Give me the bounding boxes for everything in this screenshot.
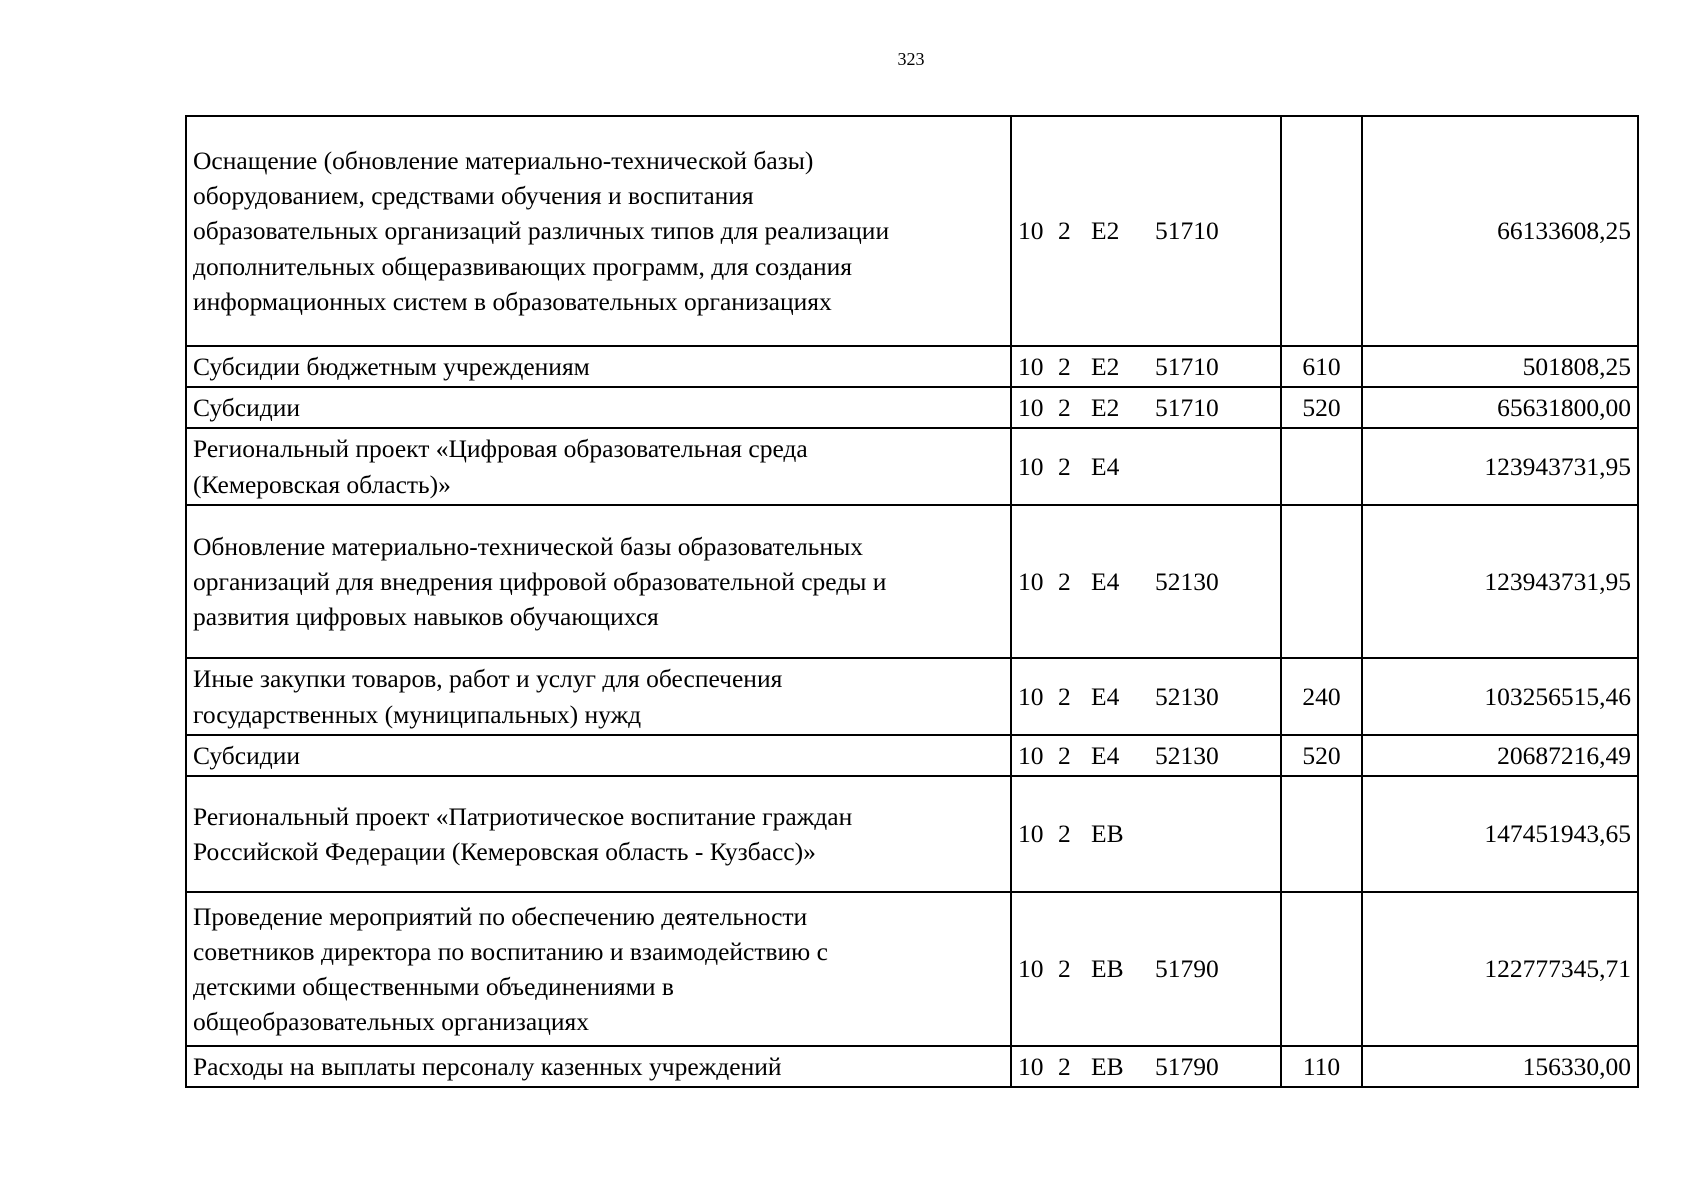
row-amount: 501808,25	[1362, 346, 1638, 387]
row-project: E4	[1091, 451, 1120, 481]
row-amount: 65631800,00	[1362, 387, 1638, 428]
row-amount: 147451943,65	[1362, 776, 1638, 892]
row-code-cell	[1011, 387, 1281, 428]
row-section: 10	[1018, 566, 1044, 596]
row-code-cell	[1011, 346, 1281, 387]
table-row	[186, 1046, 1638, 1087]
row-subsection: 2	[1058, 819, 1071, 849]
row-name-cell	[186, 116, 1011, 346]
row-code-cell	[1011, 735, 1281, 776]
row-name: Расходы на выплаты персоналу казенных учреждений	[193, 1051, 782, 1081]
row-section: 10	[1018, 216, 1044, 246]
row-item: 51790	[1155, 1051, 1219, 1081]
row-amount: 123943731,95	[1362, 505, 1638, 658]
row-amount: 122777345,71	[1362, 892, 1638, 1046]
row-name-cell	[186, 387, 1011, 428]
table-row	[186, 735, 1638, 776]
row-amount: 20687216,49	[1362, 735, 1638, 776]
row-project: EB	[1091, 819, 1124, 849]
row-code-cell	[1011, 1046, 1281, 1087]
row-expense-type: 520	[1281, 735, 1362, 776]
row-name-cell	[186, 892, 1011, 1046]
row-subsection: 2	[1058, 392, 1071, 422]
row-section: 10	[1018, 451, 1044, 481]
row-item: 52130	[1155, 566, 1219, 596]
row-subsection: 2	[1058, 566, 1071, 596]
row-code-cell	[1011, 776, 1281, 892]
row-amount: 156330,00	[1362, 1046, 1638, 1087]
row-project: E4	[1091, 740, 1120, 770]
row-name: Обновление материально-технической базы образовательных организаций для внедрения цифровой образовательной среды и развития цифровых навыков обучающихся	[193, 531, 887, 632]
row-code-cell	[1011, 116, 1281, 346]
row-code-cell	[1011, 892, 1281, 1046]
row-item: 52130	[1155, 740, 1219, 770]
row-amount: 103256515,46	[1362, 658, 1638, 735]
row-name: Проведение мероприятий по обеспечению деятельности советников директора по воспитанию и взаимодействию с детскими общественными объединениями в общеобразовательных организациях	[193, 901, 828, 1037]
row-name: Субсидии бюджетным учреждениям	[193, 351, 590, 381]
row-name: Региональный проект «Патриотическое воспитание граждан Российской Федерации (Кемеровская область - Кузбасс)»	[193, 801, 853, 866]
row-subsection: 2	[1058, 740, 1071, 770]
row-project: E2	[1091, 216, 1120, 246]
table-row	[186, 387, 1638, 428]
table-row	[186, 892, 1638, 1046]
row-item: 52130	[1155, 681, 1219, 711]
row-expense-type: 240	[1281, 658, 1362, 735]
row-section: 10	[1018, 1051, 1044, 1081]
budget-table	[185, 115, 1639, 1088]
row-name: Субсидии	[193, 740, 300, 770]
row-section: 10	[1018, 740, 1044, 770]
row-section: 10	[1018, 681, 1044, 711]
row-code-cell	[1011, 505, 1281, 658]
row-expense-type: 610	[1281, 346, 1362, 387]
row-name-cell	[186, 1046, 1011, 1087]
row-expense-type: 520	[1281, 387, 1362, 428]
table-row	[186, 505, 1638, 658]
row-code-cell	[1011, 428, 1281, 505]
row-name-cell	[186, 776, 1011, 892]
row-project: E4	[1091, 681, 1120, 711]
row-expense-type	[1281, 776, 1362, 892]
row-name: Оснащение (обновление материально-технической базы) оборудованием, средствами обучения и воспитания образовательных организаций различных типов для реализации дополнительных общеразвивающих программ, для создания информационных систем в образовательных организациях	[193, 146, 890, 316]
row-name-cell	[186, 658, 1011, 735]
table-row	[186, 658, 1638, 735]
row-item: 51710	[1155, 392, 1219, 422]
row-subsection: 2	[1058, 954, 1071, 984]
row-name: Иные закупки товаров, работ и услуг для обеспечения государственных (муниципальных) нужд	[193, 664, 783, 729]
table-row	[186, 346, 1638, 387]
row-project: EB	[1091, 954, 1124, 984]
row-project: E4	[1091, 566, 1120, 596]
table-row	[186, 116, 1638, 346]
row-amount: 123943731,95	[1362, 428, 1638, 505]
table-row	[186, 428, 1638, 505]
row-section: 10	[1018, 392, 1044, 422]
row-amount: 66133608,25	[1362, 116, 1638, 346]
table-row	[186, 776, 1638, 892]
row-expense-type	[1281, 505, 1362, 658]
row-name-cell	[186, 735, 1011, 776]
row-project: E2	[1091, 351, 1120, 381]
row-code-cell	[1011, 658, 1281, 735]
row-item: 51790	[1155, 954, 1219, 984]
row-item: 51710	[1155, 351, 1219, 381]
row-name: Региональный проект «Цифровая образовательная среда (Кемеровская область)»	[193, 434, 808, 499]
row-name-cell	[186, 346, 1011, 387]
row-item: 51710	[1155, 216, 1219, 246]
row-expense-type	[1281, 428, 1362, 505]
row-subsection: 2	[1058, 1051, 1071, 1081]
row-expense-type	[1281, 892, 1362, 1046]
row-section: 10	[1018, 351, 1044, 381]
row-name-cell	[186, 428, 1011, 505]
row-project: E2	[1091, 392, 1120, 422]
row-subsection: 2	[1058, 216, 1071, 246]
row-section: 10	[1018, 819, 1044, 849]
row-name: Субсидии	[193, 392, 300, 422]
row-subsection: 2	[1058, 681, 1071, 711]
row-expense-type	[1281, 116, 1362, 346]
row-subsection: 2	[1058, 451, 1071, 481]
row-expense-type: 110	[1281, 1046, 1362, 1087]
row-subsection: 2	[1058, 351, 1071, 381]
row-section: 10	[1018, 954, 1044, 984]
page-number: 323	[897, 49, 925, 69]
row-project: EB	[1091, 1051, 1124, 1081]
row-name-cell	[186, 505, 1011, 658]
